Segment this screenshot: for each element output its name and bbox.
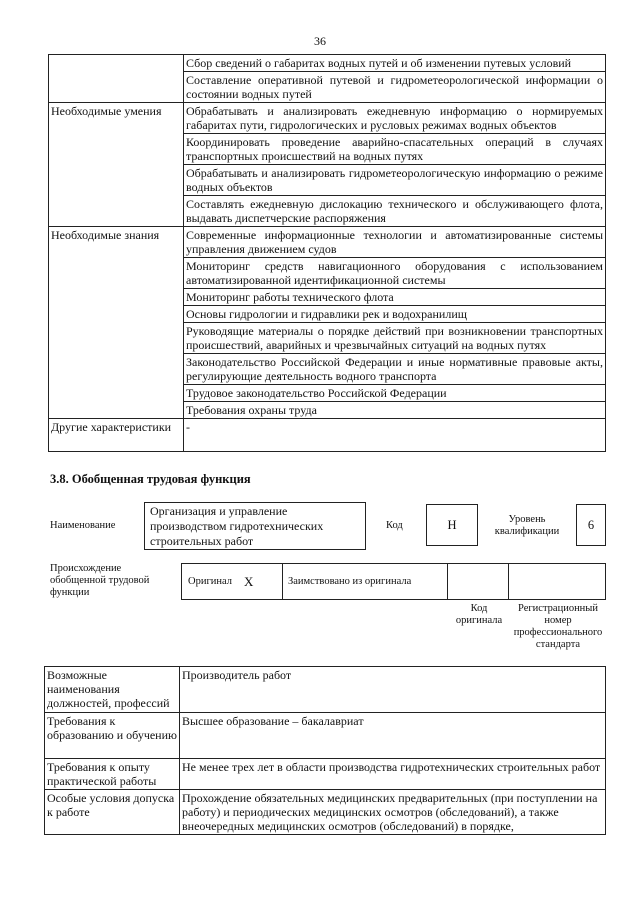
row-label-skills: Необходимые умения [49, 103, 184, 227]
table-row [49, 103, 606, 134]
code-label: Код [386, 520, 403, 531]
table-row [45, 790, 606, 835]
original-cell [182, 564, 283, 599]
table-cell: - [184, 419, 606, 452]
table-cell: Руководящие материалы о порядке действий при возникновении транспортных происшествий, аварийных и чрезвычайных ситуаций на водных путях [184, 323, 606, 354]
table-cell: Составление оперативной путевой и гидрометеорологической информации о состоянии водных путей [184, 72, 606, 103]
level-value: 6 [576, 504, 606, 546]
table-cell: Координировать проведение аварийно-спасательных операций в случаях транспортных происшествий на водных путях [184, 134, 606, 165]
origin-row [181, 563, 606, 600]
table-row [49, 55, 606, 72]
row-label-other: Другие характеристики [49, 419, 184, 452]
origin-label: Происхождение обобщенной трудовой функции [50, 563, 150, 598]
table-row [45, 759, 606, 790]
table-cell: Законодательство Российской Федерации и иные нормативные правовые акты, регулирующие деятельность водного транспорта [184, 354, 606, 385]
table-row [49, 227, 606, 258]
page-number: 36 [314, 34, 326, 48]
section-title: 3.8. Обобщенная трудовая функция [50, 472, 251, 486]
caption-reg: Регистрационный номер профессионального стандарта [513, 603, 603, 650]
row-label: Требования к опыту практической работы [45, 759, 180, 790]
row-label [49, 55, 184, 103]
code-value: H [426, 504, 478, 546]
table-cell: Обрабатывать и анализировать ежедневную информацию о нормируемых габаритах пути, гидрологических и русловых режимах водных объектов [184, 103, 606, 134]
table-cell: Основы гидрологии и гидравлики рек и водохранилищ [184, 306, 606, 323]
table-cell: Составлять ежедневную дислокацию технического и обслуживающего флота, выдавать диспетчерские распоряжения [184, 196, 606, 227]
original-mark: X [244, 573, 254, 589]
table-cell: Не менее трех лет в области производства гидротехнических строительных работ [180, 759, 606, 790]
requirements-table [44, 666, 606, 835]
table-cell: Трудовое законодательство Российской Федерации [184, 385, 606, 402]
original-label: Оригинал [188, 576, 232, 587]
table-cell: Сбор сведений о габаритах водных путей и об изменении путевых условий [184, 55, 606, 72]
name-label: Наименование [50, 520, 116, 531]
level-label: Уровень квалификации [494, 514, 560, 537]
row-label: Особые условия допуска к работе [45, 790, 180, 835]
original-code-cell [448, 564, 509, 599]
row-label-knowledge: Необходимые знания [49, 227, 184, 419]
caption-code: Код оригинала [455, 603, 503, 626]
table-cell: Прохождение обязательных медицинских предварительных (при поступлении на работу) и периодических медицинских осмотров (обследований), а также внеочередных медицинских осмотров (обследований) в порядке, [180, 790, 606, 835]
borrowed-cell [283, 564, 448, 599]
table-cell: Требования охраны труда [184, 402, 606, 419]
table-row [45, 667, 606, 713]
table-cell: Современные информационные технологии и автоматизированные системы управления движением судов [184, 227, 606, 258]
table-cell: Высшее образование – бакалавриат [180, 713, 606, 759]
table-cell: Мониторинг работы технического флота [184, 289, 606, 306]
table-row [45, 713, 606, 759]
skills-knowledge-table [48, 54, 606, 452]
table-cell: Мониторинг средств навигационного оборудования с использованием автоматизированной идентификационной системы [184, 258, 606, 289]
row-label: Требования к образованию и обучению [45, 713, 180, 759]
table-cell: Производитель работ [180, 667, 606, 713]
table-cell: Обрабатывать и анализировать гидрометеорологическую информацию о режиме водных объектов [184, 165, 606, 196]
table-row [49, 419, 606, 452]
borrowed-label: Заимствовано из оригинала [288, 576, 412, 587]
function-name-box: Организация и управление производством гидротехнических строительных работ [144, 502, 366, 550]
row-label: Возможные наименования должностей, профессий [45, 667, 180, 713]
registration-number-cell [509, 564, 605, 599]
